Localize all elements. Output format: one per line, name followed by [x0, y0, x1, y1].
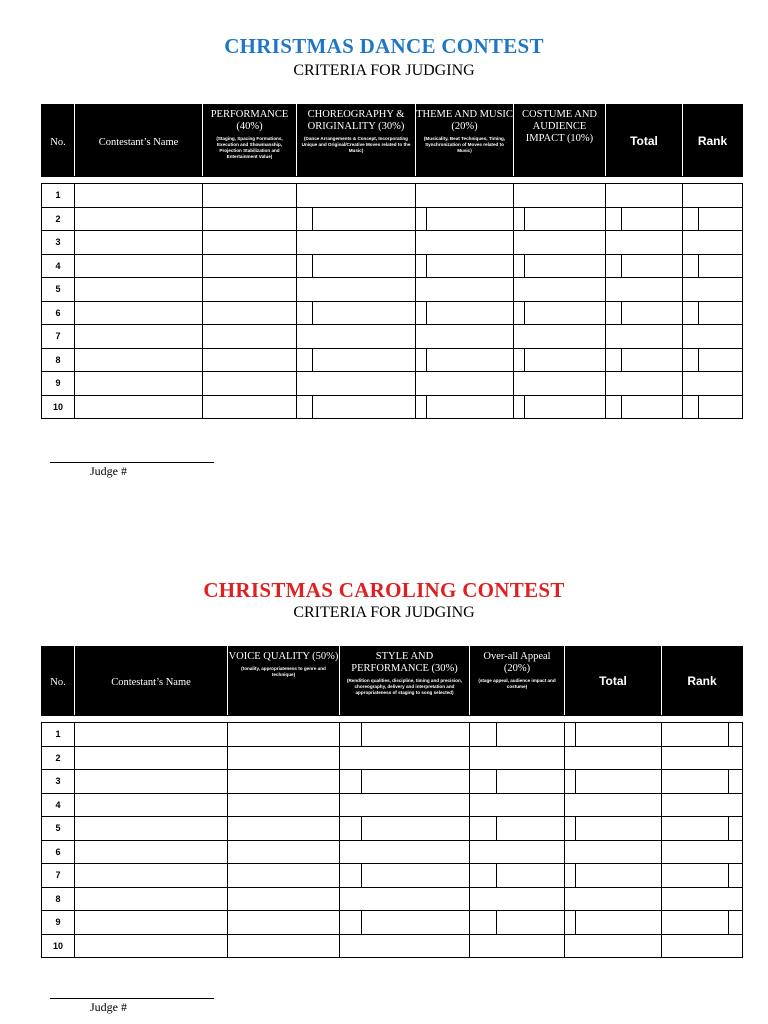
- score-cell[interactable]: [662, 817, 743, 841]
- score-cell[interactable]: [470, 723, 565, 747]
- score-cell[interactable]: [606, 348, 683, 372]
- table-row: [42, 184, 743, 208]
- row-number: 2: [42, 207, 75, 231]
- style-label: STYLE AND PERFORMANCE (30%): [351, 651, 458, 674]
- score-cell-divider: [662, 770, 742, 793]
- score-cell[interactable]: [662, 864, 743, 888]
- table-row: [42, 231, 743, 255]
- score-cell[interactable]: [297, 348, 416, 372]
- score-cell[interactable]: [340, 746, 470, 770]
- score-cell[interactable]: [416, 301, 514, 325]
- score-cell-divider: [565, 817, 661, 840]
- score-cell[interactable]: [340, 934, 470, 958]
- score-cell[interactable]: [470, 887, 565, 911]
- row-number: 10: [42, 395, 75, 419]
- score-cell[interactable]: [416, 278, 514, 302]
- score-cell[interactable]: [297, 207, 416, 231]
- choreography-label: CHOREOGRAPHY & ORIGINALITY (30%): [307, 109, 405, 132]
- table-row: [42, 746, 743, 770]
- header-rank: Rank: [683, 105, 743, 177]
- table-row: [42, 395, 743, 419]
- style-description: (Rendition qualities, discipline, timing and precision, choreography, delivery and interpretation and appropriateness of staging to song selected): [346, 678, 463, 695]
- score-cell[interactable]: [340, 887, 470, 911]
- score-cell-divider: [340, 864, 469, 887]
- score-cell-divider: [662, 864, 742, 887]
- table-row: [42, 911, 743, 935]
- score-cell[interactable]: [203, 254, 297, 278]
- table-row: [42, 840, 743, 864]
- score-cell[interactable]: [514, 301, 606, 325]
- dance-contest-title: CHRISTMAS DANCE CONTEST: [224, 34, 544, 58]
- table-row: [42, 278, 743, 302]
- row-number: 10: [42, 934, 75, 958]
- score-cell-divider: [565, 723, 661, 746]
- contestant-name-cell[interactable]: [75, 395, 203, 419]
- score-cell[interactable]: [606, 184, 683, 208]
- table-row: [42, 254, 743, 278]
- score-cell[interactable]: [203, 184, 297, 208]
- row-number: 3: [42, 231, 75, 255]
- row-number: 3: [42, 770, 75, 794]
- voice-label: VOICE QUALITY (50%): [228, 651, 339, 662]
- score-cell[interactable]: [683, 301, 743, 325]
- score-cell[interactable]: [662, 770, 743, 794]
- score-cell-divider: [514, 255, 605, 278]
- score-cell[interactable]: [514, 372, 606, 396]
- score-cell[interactable]: [340, 840, 470, 864]
- score-cell-divider: [683, 208, 742, 231]
- score-cell[interactable]: [606, 395, 683, 419]
- score-cell[interactable]: [228, 864, 340, 888]
- table-row: [42, 817, 743, 841]
- caroling-criteria-subtitle: CRITERIA FOR JUDGING: [293, 604, 475, 621]
- contestant-name-cell[interactable]: [75, 278, 203, 302]
- score-cell[interactable]: [470, 793, 565, 817]
- row-number: 8: [42, 887, 75, 911]
- score-cell[interactable]: [228, 746, 340, 770]
- score-cell-divider: [683, 349, 742, 372]
- score-cell[interactable]: [228, 793, 340, 817]
- header-voice-quality: [228, 647, 340, 716]
- score-cell[interactable]: [340, 770, 470, 794]
- score-cell[interactable]: [514, 278, 606, 302]
- table-row: [42, 723, 743, 747]
- score-cell-divider: [606, 396, 682, 419]
- dance-judge-label: Judge #: [90, 464, 127, 478]
- contestant-name-cell[interactable]: [75, 254, 203, 278]
- score-cell[interactable]: [470, 770, 565, 794]
- score-cell-divider: [297, 255, 415, 278]
- score-cell-divider: [565, 770, 661, 793]
- row-number: 4: [42, 793, 75, 817]
- score-cell[interactable]: [514, 184, 606, 208]
- theme-label: THEME AND MUSIC (20%): [416, 109, 513, 132]
- score-cell[interactable]: [606, 372, 683, 396]
- row-number: 4: [42, 254, 75, 278]
- score-cell[interactable]: [203, 231, 297, 255]
- contestant-name-cell[interactable]: [75, 231, 203, 255]
- score-cell[interactable]: [565, 746, 662, 770]
- header-rank: Rank: [662, 647, 743, 716]
- score-cell[interactable]: [606, 207, 683, 231]
- score-cell[interactable]: [662, 934, 743, 958]
- score-cell[interactable]: [565, 723, 662, 747]
- score-cell[interactable]: [297, 184, 416, 208]
- score-cell-divider: [683, 255, 742, 278]
- score-cell[interactable]: [470, 840, 565, 864]
- row-number: 1: [42, 723, 75, 747]
- score-cell[interactable]: [565, 817, 662, 841]
- score-cell[interactable]: [565, 887, 662, 911]
- score-cell-divider: [514, 396, 605, 419]
- table-row: [42, 864, 743, 888]
- score-cell-divider: [416, 302, 513, 325]
- row-number: 9: [42, 911, 75, 935]
- score-cell[interactable]: [683, 372, 743, 396]
- score-cell-divider: [662, 911, 742, 934]
- table-row: [42, 325, 743, 349]
- row-number: 6: [42, 301, 75, 325]
- row-number: 6: [42, 840, 75, 864]
- score-cell[interactable]: [228, 840, 340, 864]
- dance-judging-table: [41, 104, 743, 419]
- score-cell[interactable]: [228, 723, 340, 747]
- score-cell-divider: [662, 817, 742, 840]
- header-style-performance: [340, 647, 470, 716]
- score-cell[interactable]: [203, 395, 297, 419]
- score-cell[interactable]: [203, 325, 297, 349]
- table-row: [42, 348, 743, 372]
- contestant-name-cell[interactable]: [75, 793, 228, 817]
- score-cell[interactable]: [683, 395, 743, 419]
- header-choreography: [297, 105, 416, 177]
- theme-description: (Musicality, Beat Techniques, Timing, Synchronization of Moves related to Music): [423, 136, 506, 153]
- contestant-name-cell[interactable]: [75, 348, 203, 372]
- caroling-judging-table: [41, 646, 743, 958]
- score-cell-divider: [340, 770, 469, 793]
- row-number: 1: [42, 184, 75, 208]
- score-cell[interactable]: [514, 207, 606, 231]
- contestant-name-cell[interactable]: [75, 372, 203, 396]
- contestant-name-cell[interactable]: [75, 887, 228, 911]
- score-cell[interactable]: [340, 793, 470, 817]
- score-cell-divider: [606, 255, 682, 278]
- score-cell-divider: [683, 302, 742, 325]
- score-cell[interactable]: [662, 911, 743, 935]
- table-row: [42, 793, 743, 817]
- score-cell[interactable]: [683, 231, 743, 255]
- score-cell-divider: [470, 723, 564, 746]
- choreography-description: (Dance Arrangements & Concept, Incorporating Unique and Original/Creative Moves related to the Music): [301, 136, 411, 153]
- contestant-name-cell[interactable]: [75, 325, 203, 349]
- score-cell-divider: [606, 302, 682, 325]
- score-cell-divider: [565, 864, 661, 887]
- score-cell[interactable]: [297, 278, 416, 302]
- score-cell[interactable]: [470, 864, 565, 888]
- score-cell-divider: [606, 208, 682, 231]
- caroling-judge-signature-line: [50, 998, 214, 999]
- score-cell-divider: [606, 349, 682, 372]
- score-cell-divider: [683, 396, 742, 419]
- score-cell[interactable]: [565, 840, 662, 864]
- score-cell-divider: [416, 396, 513, 419]
- contestant-name-cell[interactable]: [75, 817, 228, 841]
- score-cell-divider: [297, 302, 415, 325]
- score-cell-divider: [340, 911, 469, 934]
- contestant-name-cell[interactable]: [75, 746, 228, 770]
- score-cell[interactable]: [228, 887, 340, 911]
- score-cell[interactable]: [470, 817, 565, 841]
- score-cell[interactable]: [606, 301, 683, 325]
- appeal-label: Over-all Appeal (20%): [483, 651, 551, 674]
- score-cell[interactable]: [297, 254, 416, 278]
- score-cell-divider: [514, 349, 605, 372]
- table-row: [42, 207, 743, 231]
- score-cell-divider: [662, 723, 742, 746]
- contestant-name-cell[interactable]: [75, 864, 228, 888]
- voice-description: (tonality, appropriateness to genre and technique): [241, 666, 326, 677]
- performance-description: (Staging, Spacing Formations, Execution and Showmanship, Projection Stabilization and Entertainment Value): [216, 136, 283, 159]
- score-cell-divider: [470, 864, 564, 887]
- table-row: [42, 301, 743, 325]
- caroling-contest-title: CHRISTMAS CAROLING CONTEST: [203, 578, 565, 602]
- score-cell[interactable]: [662, 887, 743, 911]
- score-cell[interactable]: [416, 325, 514, 349]
- score-cell[interactable]: [662, 723, 743, 747]
- header-costume: [514, 105, 606, 177]
- score-cell[interactable]: [514, 325, 606, 349]
- score-cell[interactable]: [514, 231, 606, 255]
- score-cell[interactable]: [297, 372, 416, 396]
- score-cell[interactable]: [228, 770, 340, 794]
- header-spacer: [42, 177, 743, 184]
- score-cell-divider: [514, 302, 605, 325]
- row-number: 8: [42, 348, 75, 372]
- score-cell[interactable]: [565, 934, 662, 958]
- score-cell[interactable]: [416, 231, 514, 255]
- contestant-name-cell[interactable]: [75, 911, 228, 935]
- row-number: 7: [42, 325, 75, 349]
- score-cell[interactable]: [606, 325, 683, 349]
- table-row: [42, 372, 743, 396]
- score-cell[interactable]: [203, 301, 297, 325]
- score-cell[interactable]: [606, 278, 683, 302]
- score-cell[interactable]: [203, 372, 297, 396]
- score-cell[interactable]: [514, 348, 606, 372]
- header-performance: [203, 105, 297, 177]
- score-cell-divider: [470, 770, 564, 793]
- score-cell[interactable]: [565, 793, 662, 817]
- score-cell[interactable]: [683, 184, 743, 208]
- score-cell[interactable]: [203, 348, 297, 372]
- score-cell[interactable]: [340, 817, 470, 841]
- score-cell-divider: [297, 349, 415, 372]
- score-cell[interactable]: [203, 278, 297, 302]
- score-cell[interactable]: [683, 207, 743, 231]
- contestant-name-cell[interactable]: [75, 934, 228, 958]
- row-number: 2: [42, 746, 75, 770]
- header-no: No.: [42, 647, 75, 716]
- score-cell-divider: [297, 208, 415, 231]
- score-cell[interactable]: [662, 746, 743, 770]
- score-cell[interactable]: [565, 770, 662, 794]
- score-cell[interactable]: [683, 278, 743, 302]
- contestant-name-cell[interactable]: [75, 207, 203, 231]
- score-cell-divider: [470, 817, 564, 840]
- score-cell[interactable]: [470, 746, 565, 770]
- header-overall-appeal: [470, 647, 565, 716]
- score-cell[interactable]: [683, 254, 743, 278]
- score-cell[interactable]: [203, 207, 297, 231]
- header-total: Total: [606, 105, 683, 177]
- contestant-name-cell[interactable]: [75, 770, 228, 794]
- score-cell[interactable]: [416, 207, 514, 231]
- table-row: [42, 887, 743, 911]
- row-number: 5: [42, 278, 75, 302]
- score-cell[interactable]: [416, 372, 514, 396]
- score-cell[interactable]: [228, 817, 340, 841]
- score-cell[interactable]: [228, 911, 340, 935]
- score-cell[interactable]: [514, 254, 606, 278]
- score-cell[interactable]: [683, 325, 743, 349]
- score-cell[interactable]: [416, 395, 514, 419]
- score-cell[interactable]: [228, 934, 340, 958]
- score-cell[interactable]: [416, 348, 514, 372]
- score-cell[interactable]: [340, 911, 470, 935]
- score-cell[interactable]: [297, 231, 416, 255]
- caroling-judge-label: Judge #: [90, 1000, 127, 1014]
- score-cell[interactable]: [470, 934, 565, 958]
- header-no: No.: [42, 105, 75, 177]
- score-cell[interactable]: [297, 325, 416, 349]
- dance-criteria-subtitle: CRITERIA FOR JUDGING: [293, 62, 475, 79]
- score-cell-divider: [514, 208, 605, 231]
- header-contestant-name: Contestant’s Name: [75, 105, 203, 177]
- score-cell[interactable]: [683, 348, 743, 372]
- score-cell[interactable]: [297, 395, 416, 419]
- header-total: Total: [565, 647, 662, 716]
- costume-label: COSTUME AND AUDIENCE IMPACT (10%): [522, 109, 597, 144]
- score-cell-divider: [340, 723, 469, 746]
- score-cell[interactable]: [470, 911, 565, 935]
- contestant-name-cell[interactable]: [75, 301, 203, 325]
- score-cell[interactable]: [514, 395, 606, 419]
- score-cell[interactable]: [662, 840, 743, 864]
- header-contestant-name: Contestant’s Name: [75, 647, 228, 716]
- row-number: 7: [42, 864, 75, 888]
- score-cell[interactable]: [606, 231, 683, 255]
- score-cell-divider: [565, 911, 661, 934]
- dance-judge-signature-line: [50, 462, 214, 463]
- table-row: [42, 934, 743, 958]
- table-row: [42, 770, 743, 794]
- score-cell[interactable]: [565, 864, 662, 888]
- header-spacer: [42, 716, 743, 723]
- score-cell-divider: [416, 349, 513, 372]
- contestant-name-cell[interactable]: [75, 723, 228, 747]
- score-cell[interactable]: [340, 864, 470, 888]
- score-cell[interactable]: [416, 184, 514, 208]
- contestant-name-cell[interactable]: [75, 184, 203, 208]
- score-cell[interactable]: [662, 793, 743, 817]
- header-theme-music: [416, 105, 514, 177]
- performance-label: PERFORMANCE (40%): [210, 109, 289, 132]
- score-cell[interactable]: [606, 254, 683, 278]
- score-cell-divider: [297, 396, 415, 419]
- appeal-description: (stage appeal, audience impact and costume): [478, 678, 556, 689]
- score-cell-divider: [416, 208, 513, 231]
- row-number: 9: [42, 372, 75, 396]
- score-cell[interactable]: [340, 723, 470, 747]
- contestant-name-cell[interactable]: [75, 840, 228, 864]
- score-cell-divider: [416, 255, 513, 278]
- score-cell[interactable]: [565, 911, 662, 935]
- score-cell[interactable]: [416, 254, 514, 278]
- score-cell-divider: [340, 817, 469, 840]
- row-number: 5: [42, 817, 75, 841]
- score-cell-divider: [470, 911, 564, 934]
- score-cell[interactable]: [297, 301, 416, 325]
